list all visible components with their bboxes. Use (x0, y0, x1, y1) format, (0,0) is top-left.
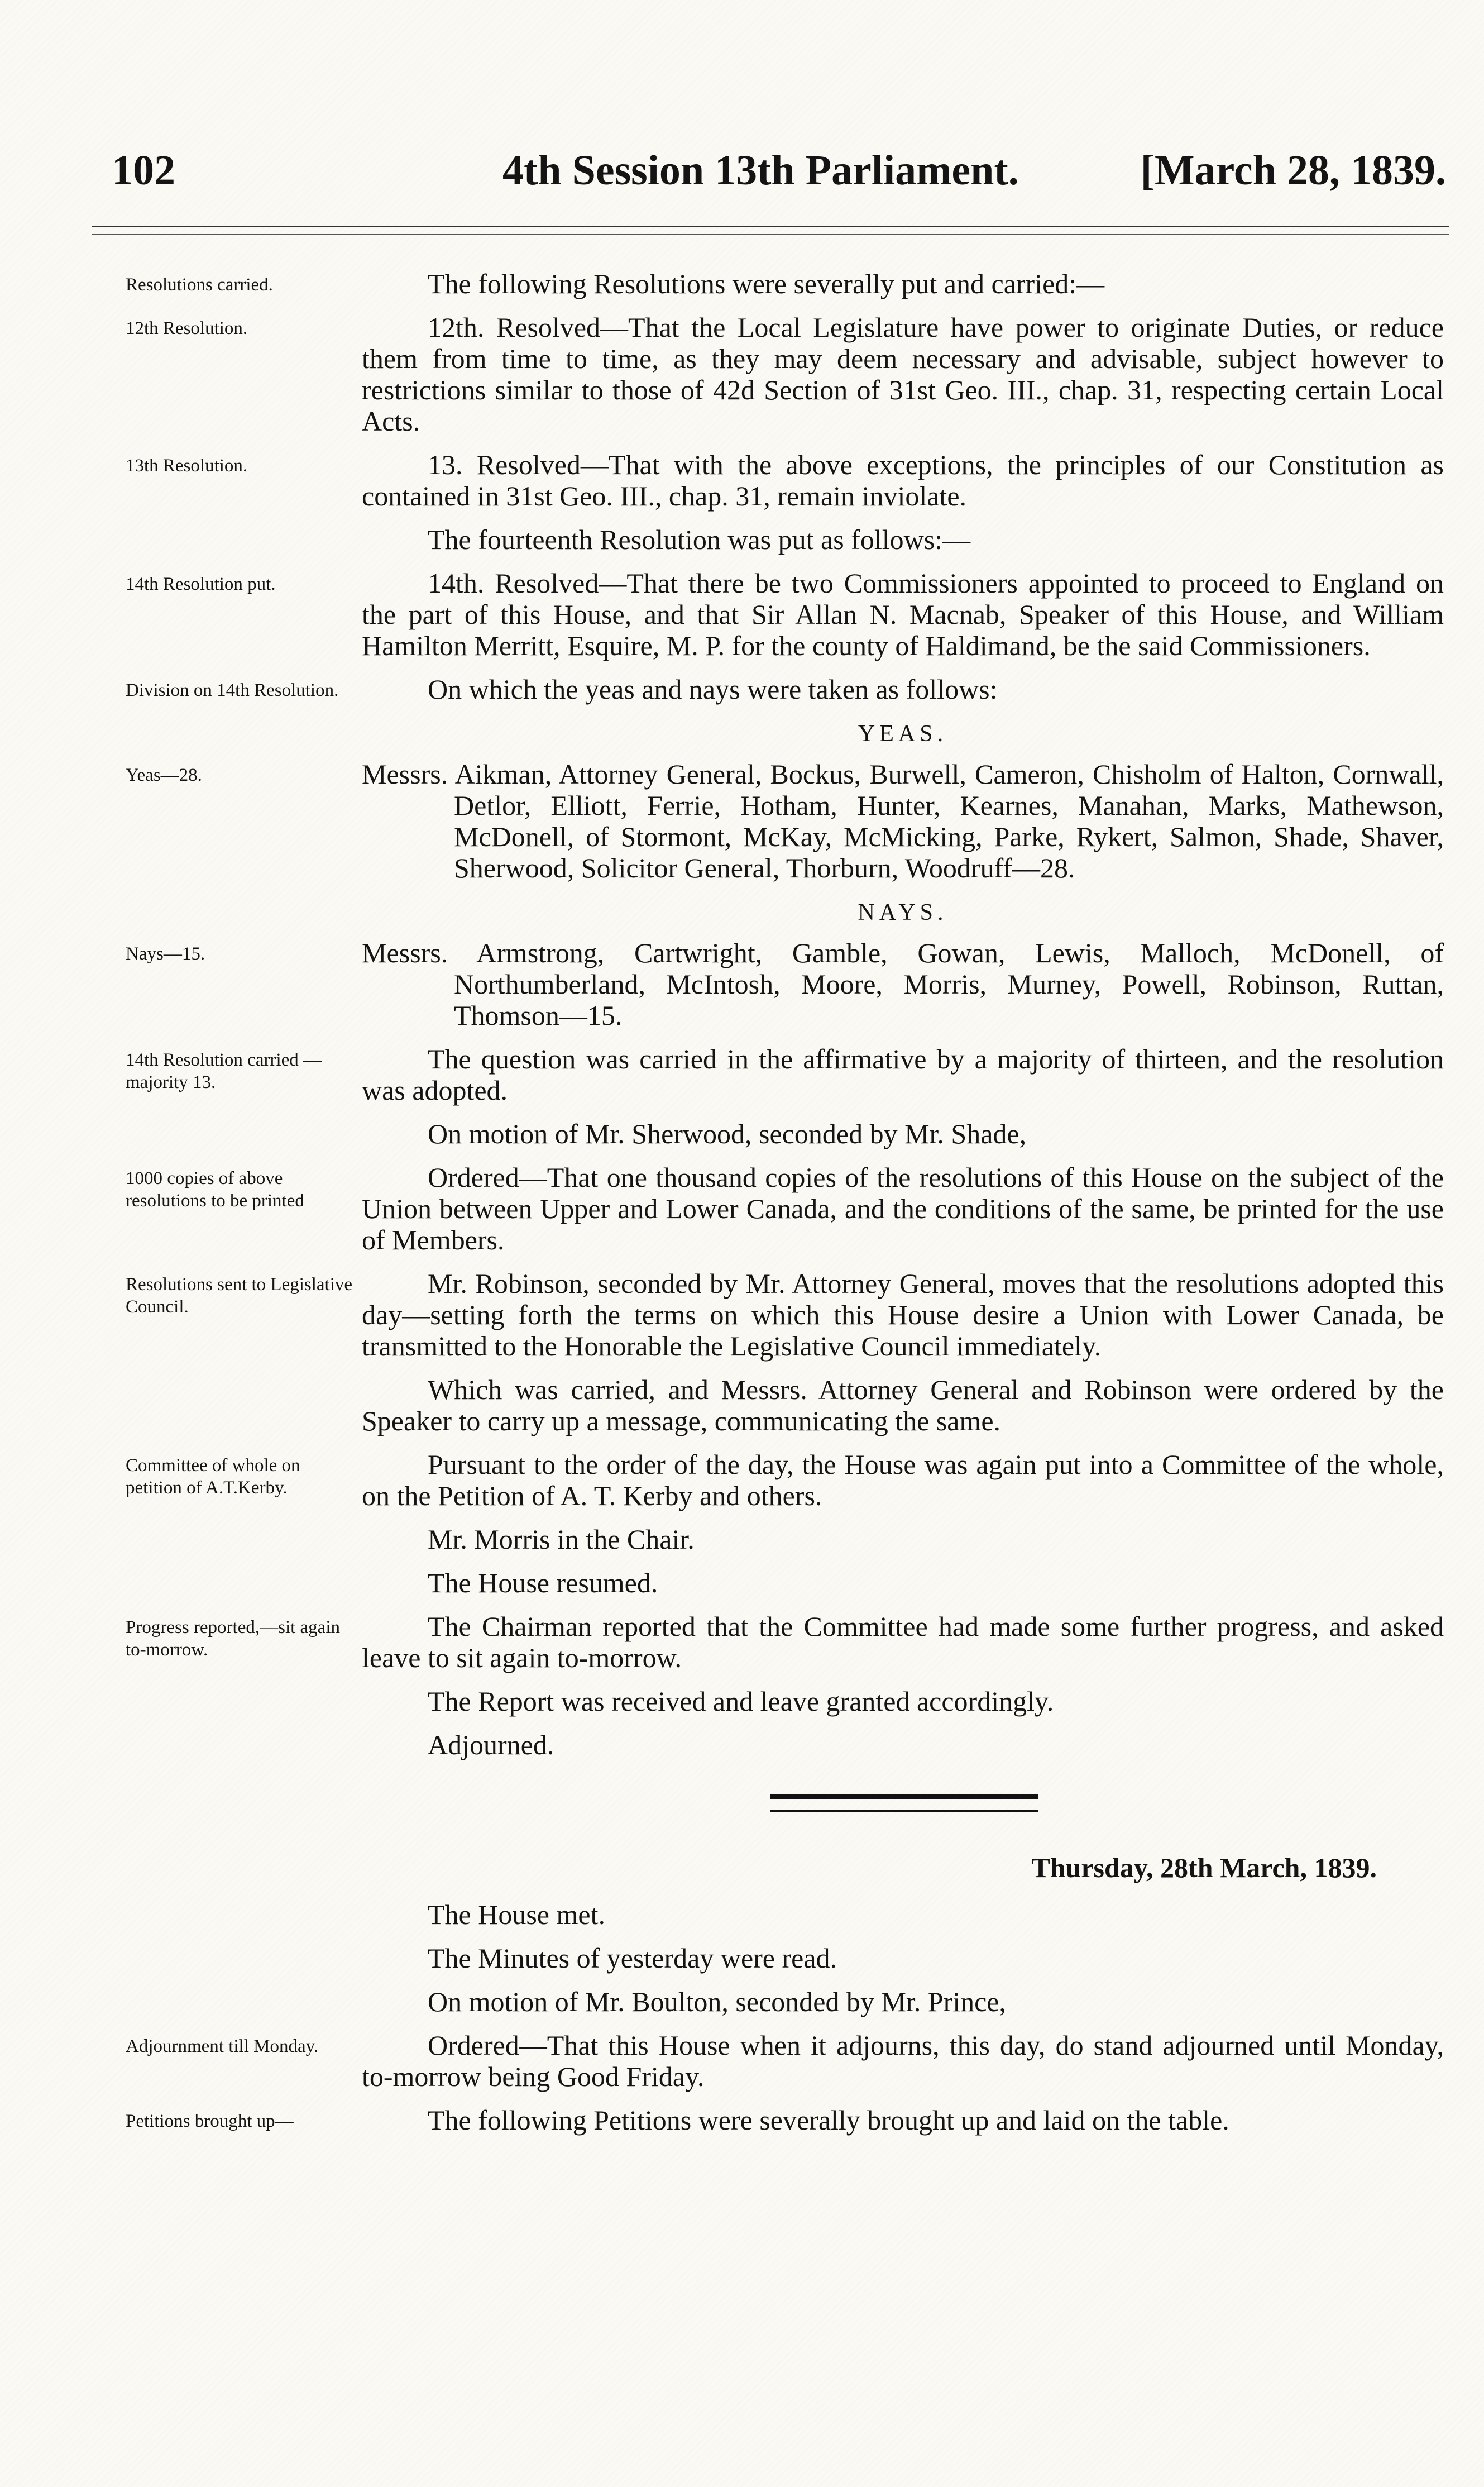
paragraph: Ordered—That this House when it adjourns, this day, do stand adjourned until Monday, to-morrow being Good Friday. (362, 2030, 1444, 2092)
margin-note: 12th Resolution. (126, 318, 248, 338)
entry (0, 1043, 1484, 1106)
entry (0, 1899, 1484, 1930)
entry (0, 1942, 1484, 1974)
page-number: 102 (112, 147, 175, 194)
paragraph: On motion of Mr. Boulton, seconded by Mr. Prince, (428, 1986, 1007, 2017)
paragraph: The House resumed. (428, 1567, 658, 1598)
entry (0, 449, 1484, 512)
entry (0, 524, 1484, 555)
running-title: 4th Session 13th Parliament. (502, 147, 1019, 194)
entry (0, 2104, 1484, 2136)
margin-note: 14th Resolution carried —majority 13. (126, 1050, 322, 1092)
margin-note: Nays—15. (126, 944, 205, 964)
nays-list: Messrs. Armstrong, Cartwright, Gamble, Gowan, Lewis, Malloch, McDonell, of Northumberland, McIntosh, Moore, Morris, Murney, Powell, Robinson, Ruttan, Thomson—15. (362, 937, 1444, 1031)
paragraph: The fourteenth Resolution was put as follows:— (428, 524, 971, 555)
entry (0, 312, 1484, 437)
entry (0, 674, 1484, 705)
entry (0, 1729, 1484, 1760)
margin-note: 14th Resolution put. (126, 574, 276, 594)
entry (0, 1449, 1484, 1511)
entry (0, 1611, 1484, 1673)
yeas-entry (0, 758, 1484, 884)
entry (0, 1524, 1484, 1555)
section-divider (770, 1794, 1038, 1812)
page-content (0, 268, 1484, 2474)
paragraph: Ordered—That one thousand copies of the resolutions of this House on the subject of the Union between Upper and Lower Canada, and the conditions of the same, be printed for the use of Members. (362, 1162, 1444, 1256)
margin-note: Division on 14th Resolution. (126, 680, 339, 700)
entry (0, 268, 1484, 299)
paragraph: On which the yeas and nays were taken as follows: (428, 674, 998, 705)
paragraph: The Minutes of yesterday were read. (428, 1942, 837, 1974)
paragraph: The following Petitions were severally brought up and laid on the table. (428, 2104, 1229, 2136)
paragraph: 14th. Resolved—That there be two Commissioners appointed to proceed to England on the part of this House, and that Sir Allan N. Macnab, Speaker of this House, and William Hamilton Merritt, Esquire, M. P. for the county of Haldimand, be the said Commissioners. (362, 567, 1444, 661)
margin-note: Petitions brought up— (126, 2111, 294, 2131)
entry (0, 1374, 1484, 1436)
session-dateline: Thursday, 28th March, 1839. (1031, 1852, 1377, 1883)
entry (0, 1686, 1484, 1717)
page-header (112, 146, 1446, 208)
paragraph: The Chairman reported that the Committee had made some further progress, and asked leave to sit again to-morrow. (362, 1611, 1444, 1673)
entry (0, 2030, 1484, 2092)
margin-note: Committee of whole on petition of A.T.Kerby. (126, 1455, 300, 1498)
paragraph: 13. Resolved—That with the above exceptions, the principles of our Constitution as contained in 31st Geo. III., chap. 31, remain inviolate. (362, 449, 1444, 512)
margin-note: Yeas—28. (126, 765, 202, 785)
header-date: [March 28, 1839. (1140, 147, 1446, 194)
margin-note: Resolutions carried. (126, 275, 273, 295)
entry (0, 1567, 1484, 1598)
header-rule (92, 226, 1449, 235)
margin-note: Adjournment till Monday. (126, 2036, 319, 2056)
paragraph: Pursuant to the order of the day, the House was again put into a Committee of the whole, on the Petition of A. T. Kerby and others. (362, 1449, 1444, 1511)
entry (0, 1162, 1484, 1256)
entry (0, 1268, 1484, 1362)
yeas-list: Messrs. Aikman, Attorney General, Bockus, Burwell, Cameron, Chisholm of Halton, Cornwall, Detlor, Elliott, Ferrie, Hotham, Hunter, Kearnes, Manahan, Marks, Mathewson, McDonell, of Stormont, McKay, McMicking, Parke, Rykert, Salmon, Shade, Shaver, Sherwood, Solicitor General, Thorburn, Woodruff—28. (362, 758, 1444, 884)
paragraph: The following Resolutions were severally put and carried:— (428, 268, 1105, 299)
paragraph: 12th. Resolved—That the Local Legislature have power to originate Duties, or reduce them from time to time, as they may deem necessary and advisable, subject however to restrictions similar to those of 42d Section of 31st Geo. III., chap. 31, respecting certain Local Acts. (362, 312, 1444, 437)
entry (0, 1986, 1484, 2017)
nays-heading: NAYS. (858, 900, 948, 925)
paragraph: Mr. Morris in the Chair. (428, 1524, 695, 1555)
entry (0, 1118, 1484, 1149)
entry (0, 567, 1484, 661)
nays-entry (0, 937, 1484, 1031)
paragraph: The House met. (428, 1899, 605, 1930)
paragraph: On motion of Mr. Sherwood, seconded by Mr. Shade, (428, 1118, 1027, 1149)
paragraph: The Report was received and leave granted accordingly. (428, 1686, 1054, 1717)
margin-note: 1000 copies of above resolutions to be printed (126, 1168, 304, 1211)
margin-note: 13th Resolution. (126, 456, 248, 476)
margin-note: Progress reported,—sit again to-morrow. (126, 1617, 340, 1660)
paragraph: The question was carried in the affirmative by a majority of thirteen, and the resolution was adopted. (362, 1043, 1444, 1106)
yeas-heading: YEAS. (858, 721, 948, 747)
paragraph: Which was carried, and Messrs. Attorney General and Robinson were ordered by the Speaker to carry up a message, communicating the same. (362, 1374, 1444, 1436)
paragraph: Mr. Robinson, seconded by Mr. Attorney General, moves that the resolutions adopted this day—setting forth the terms on which this House desire a Union with Lower Canada, be transmitted to the Honorable the Legislative Council immediately. (362, 1268, 1444, 1362)
paragraph: Adjourned. (428, 1729, 554, 1760)
margin-note: Resolutions sent to Legislative Council. (126, 1274, 353, 1317)
